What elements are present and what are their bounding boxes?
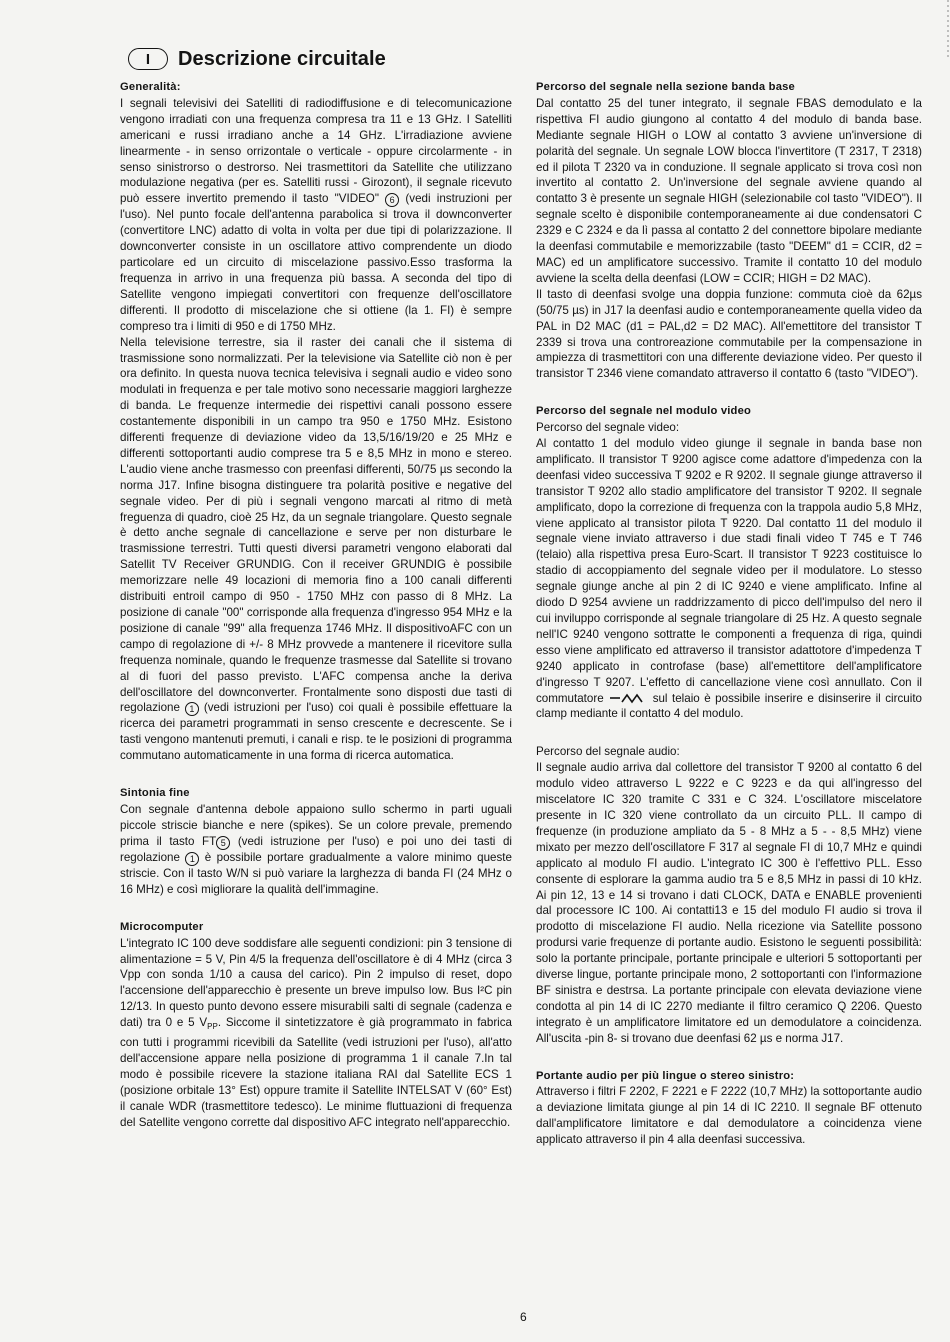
right-column — [536, 80, 922, 1148]
key-5-circle-icon: 5 — [216, 836, 230, 850]
clamp-switch-symbol-icon — [608, 692, 648, 704]
key-1-circle-icon: 1 — [185, 852, 199, 866]
paragraph-portante-audio: Attraverso i filtri F 2202, F 2221 e F 2222 (10,7 MHz) la sottoportante audio a deviazione limitata giunge al pin 14 di IC 2210. Il segnale BF ottenuto dall'amplificatore limitatore e dal demodulatore a coincidenza viene applicato attraverso il pin 4 alla deenfasi successiva. — [536, 1085, 923, 1147]
paragraph-generalita-2: Nella televisione terrestre, sia il raster dei canali che il sistema di trasmissione sono normalizzati. Per la televisione via Satellite ciò non è per ora definito. In questa nuova tecnica televisiva i segnali audio e video sono modulati in frequenza e per tale motivo sono necessarie maggiori larghezze di banda. Le frequenze intermedie dei rispettivi canali possono essere costantemente disponibili in un campo tra 950 e 1750 MHz. Esistono differenti frequenze di deviazione video da 13,5/16/19/20 e 25 MHz e differenti sottoportanti audio comprese tra 5 e 8,5 MHz in mono e stereo. L'audio viene anche trasmesso con preenfasi differenti, 50/75 µs secondo la norma J17. Infine bisogna distinguere tra polarità positive e negative del segnale video. Per di più i segnali vengono marcati al ritmo di metà freguenza di quadro, cioè 25 Hz, da un segnale triangolare. Questo segnale è detto anche segnale di cancellazione e serve per non disturbare le trasmissione terrestri. Tutti questi diversi parametri vengono elaborati dal Satellit TV Receiver GRUNDIG. Con il receiver GRUNDIG è possibile memorizzare nelle 49 locazioni di memoria fino a 100 canali differenti distribuiti entroil campo di 950 - 1750 MHz con passo di 8 MHz. La posizione di canale "00" corrisponde alla frequenza d'ingresso 954 MHz e la posizione di canale "99" alla frequenza 1746 MHz. Il dispositivoAFC con un campo di regolazione di +/- 8 MHz provvede a mantenere il ricevitore sulla frequenza nominale, quando le frequenze trasmesse dal Satellite si trovano al di fuori del passo previsto. L'AFC compensa anche la deriva dell'oscillatore del downconverter. Frontalmente sono disposti due tasti di regolazione 1 (vedi istruzioni per l'uso) coi quali è possibile effettuare la ricerca dei parametri programmati in senso crescente e decrescente. Se i tasti vengono mantenuti premuti, i canali e risp. te le posizioni di programma commutano automaticamente in una forma di ricerca automatica. — [120, 335, 512, 763]
paragraph-generalita-1: I segnali televisivi dei Satelliti di radiodiffusione e di telecomunicazione vengono irradiati con una frequenza compresa tra 11 e 13 GHz. I Satelliti americani e russi irradiano anche a 14 GHz. L'irradiazione avviene linearmente - in senso orrizontale o verticale - oppure circolarmente - in senso sinistrorso o destrorso. Nei trasmettitori da Satellite che utilizzano modulazione negativa (per es. Satelliti russi - Girozont), il segnale ricevuto può essere invertito premendo il tasto "VIDEO" 6 (vedi instruzioni per l'uso). Nel punto focale dell'antenna parabolica si trova il downconverter (convertitore LNC) adatto di volta in volta per due tipi di polarizzazione. Il downconverter consiste in un oscillatore attivo comprendente un diodo particolare ed un circuito di miscelazione passivo.Esso trasforma la frequenza in arrivo in una frequenza più bassa. A seconda del tipo di Satellite vengono impiegati convertitori con frequenze dell'oscillatore differenti. Il prodotto di miscelazione che si ottiene (la 1. FI) è sempre compreso tra i limiti di 950 e di 1750 MHz. — [120, 96, 512, 333]
heading-portante-audio: Portante audio per più lingue o stereo sinistro: — [536, 1069, 795, 1082]
page-number: 6 — [520, 1310, 527, 1324]
paragraph-segnale-audio: Il segnale audio arriva dal collettore del transistor T 9200 al contatto 6 del modulo video attraverso L 9222 e C 9223 e da qui all'ingresso del miscelatore IC 320 tramite C 331 e C 324. L'oscillatore miscelatore presente in IC 320 viene controllato da un circuito PLL. Il campo di frequenze (in produzione ampliato da 5 - 8 MHz a 5 - - 8,5 MHz) viene mixato per mezzo dell'oscillatore F 317 al segnale FI di 10,7 MHz e quindi applicato al modulo FI audio. L'integrato IC 300 è l'effettivo PLL. Esso consente di esplorare la gamma audio tra 5 e 8,5 MHz in passi di 10 kHz. Ai pin 12, 13 e 14 si trovano i dati CLOCK, DATA e ENABLE provenienti dal processore IC 100. Ai contatti13 e 15 del modulo FI audio si trova il prodotto di miscelazione FI audio. Nella ricezione via Satellite possono prodursi varie frequenze di portante audio. Esistono le seguenti possibilità: solo la portante principale, portante principale e ulteriori 5 sottoportanti per diverse lingue, portante principale mono, 2 sottoportanti con l'informazione BF sinistra e destrsa. La portante principale con elevata deviazione viene condotta al pin 14 di IC 2270 mediante il filtro ceramico Q 2206. Questo integrato è un amplificatore limitatore ed un demodulatore a coincidenza. All'uscita -pin 8- si trovano due deenfasi 62 µs e norma J17. — [536, 761, 922, 1045]
heading-modulo-video: Percorso del segnale nel modulo video — [536, 405, 752, 418]
heading-sintonia-fine: Sintonia fine — [120, 787, 190, 800]
paragraph-modulo-video: Al contatto 1 del modulo video giunge il segnale in banda base non amplificato. Il transistor T 9200 agisce come adattore d'impedenza con la deenfasi video successiva T 9202 e R 9202. Il segnale giunge attraverso il transistor T 9202 allo stadio amplificatore del transistor T 9202. Il segnale amplificato, dopo la correzione di frequenza con la trappola audio 5,8 MHz, viene applicato al transistor pilota T 9220. Dal contatto 11 del modulo il segnale viene inviato attraverso i due stadi finali video T 745 e T 746 (telaio) alla rispettiva presa Euro-Scart. Il transistor T 9223 costituisce lo stadio di accoppiamento del segnale video per il modulatore. Lo stesso segnale giunge anche al pin 2 di IC 9240 e viene amplificato. Infine al diodo D 9254 avviene un raddrizzamento di picco dell'impulso del nero il cui inviluppo corrisponde al segnale triangolare di 25 Hz. A questo segnale nell'IC 9240 vengono sottratte le componenti a frequenza di riga, quindi esso viene amplificato ed attraverso il transistor adattotore d'impedenza T 9240 applicato in controfase (base) all'emettitore dell'amplificatore d'ingresso T 9207. L'effetto di cancellazione viene così annullato. Con il commutatore sul telaio è possibile inserire e disinserire il circuito clamp mediante il contatto 4 del modulo. — [536, 437, 922, 721]
paragraph-sintonia: Con segnale d'antenna debole appaiono sullo schermo in parti uguali piccole striscie bianche e nere (spikes). Se un colore prevale, premendo prima il tasto FT 5 (vedi istruzione per l'uso) e poi uno dei tasti di regolazione 1 è possibile portare gradualmente a valore minimo queste striscie. Con il tasto W/N si può variare la larghezza di banda FI (24 MHz o 16 MHz) e così migliorare la qualità dell'immagine. — [120, 803, 512, 896]
heading-microcomputer: Microcomputer — [120, 920, 204, 933]
language-badge: I — [128, 48, 168, 70]
key-1-circle-icon: 1 — [185, 702, 199, 716]
page-title: Descrizione circuitale — [178, 47, 386, 70]
lead-segnale-audio: Percorso del segnale audio: — [536, 745, 680, 759]
left-column — [120, 80, 512, 1130]
scan-edge-mark-icon — [942, 0, 950, 60]
lead-segnale-video: Percorso del segnale video: — [536, 421, 680, 435]
heading-generalita: Generalità: — [120, 81, 181, 93]
heading-banda-base: Percorso del segnale nella sezione banda base — [536, 81, 795, 93]
section-title-row — [128, 44, 386, 74]
paragraph-banda-base-2: Il tasto di deenfasi svolge una doppia funzione: commuta cioè da 62µs (50/75 µs) in J17 la deenfasi audio e contemporaneamente quella video da PAL in D2 MAC (d1 = PAL,d2 = D2 MAC). All'emettitore del transistor T 2339 si trova una controreazione commutabile per la compensazione in ampiezza di trasmettitori con una differente deviazione video. Per questo il transistor T 2346 viene comandato attraverso il contatto 6 (tasto "VIDEO"). — [536, 287, 922, 381]
paragraph-microcomputer: L'integrato IC 100 deve soddisfare alle seguenti condizioni: pin 3 tensione di alimentazione = 5 V, Pin 4/5 la frequenza dell'oscillatore è di 4 MHz (circa 3 Vpp con sonda 1/10 a causa del carico). Pin 2 impulso di reset, dopo l'accensione dell'apparecchio è presente un breve impulso low. Bus I²C pin 12/13. In questo punto devono essere misurabili salti di segnale (cadenza e dati) tra 0 e 5 $V_{PP}$. Siccome il sintetizzatore è già programmato in fabrica con tutti i programmi ricevibili da Satellite (vedi istruzioni per l'uso), all'atto dell'accensione appare nella posizione di programma 1 il canale 7.In tal modo è possibile ricevere la stazione italiana RAI dal Satellite ECS 1 (posizione orbitale 13° Est) oppure tramite il Satellite INTELSAT V (60° Est) il canale WDR (trasmettitore tedesco). Le minime fluttuazioni di frequenza del Satellite vengono corrette dal dispositivo AFC integrato nell'apparecchio. — [120, 936, 512, 1129]
paragraph-banda-base-1: Dal contatto 25 del tuner integrato, il segnale FBAS demodulato e la rispettiva FI audio giungono al contatto 4 del modulo di banda base. Mediante segnale HIGH o LOW al contatto 3 avviene un'inversione di polarità del segnale. Un segnale LOW blocca l'invertitore (T 2317, T 2318) ed il pilota T 2320 va in conduzione. Il segnale applicato si trova così non invertito al contatto 2. Un'inversione del segnale avviene quando al contatto 3 è presente un segnale HIGH (selezionabile col tasto "VIDEO"). Il segnale scelto è disponibile contemporaneamente ai due condensatori C 2329 e C 2324 e da lì passa al contatto 2 del connettore bipolare mediante la deenfasi commutabile e memorizzabile (tasto "DEEM" d1 = CCIR, d2 = MAC) ed un amplificatore successivo. Tramite il contatto 10 del modulo avviene la scelta della deenfasi (LOW = CCIR; HIGH = D2 MAC). — [536, 96, 922, 285]
key-6-circle-icon: 6 — [385, 193, 399, 207]
